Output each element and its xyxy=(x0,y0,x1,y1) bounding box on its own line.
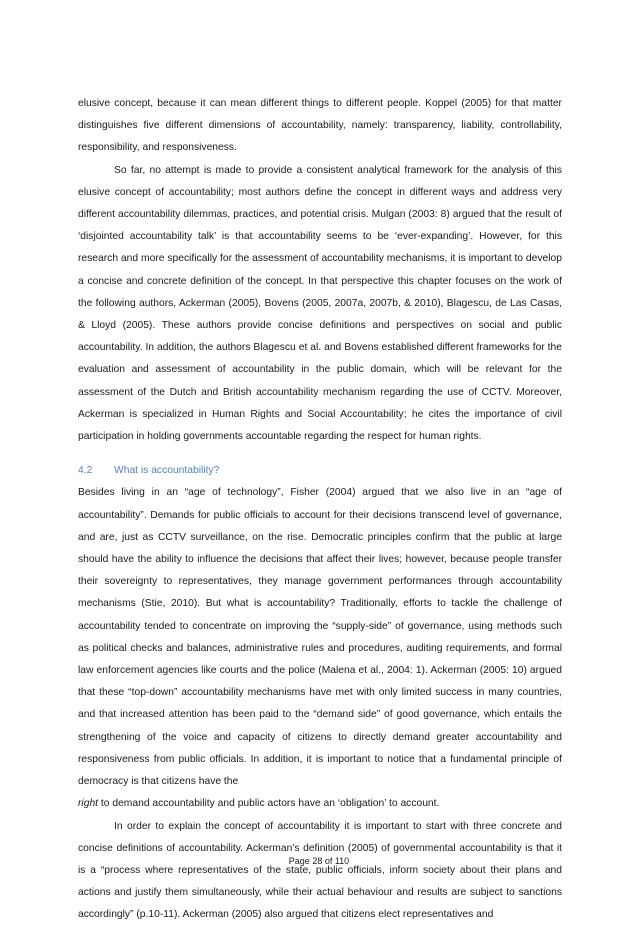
paragraph-continuation: elusive concept, because it can mean different things to different people. Koppel (2005) for that matter distinguishes five different dimensions of accountability, namely: transparency, liability, controllability, responsibility, and responsiveness. xyxy=(78,98,562,154)
paragraph-framework: So far, no attempt is made to provide a consistent analytical framework for the analysis of this elusive concept of accountability; most authors define the concept in different ways and address very different accountability dilemmas, practices, and potential crisis. Mulgan (2003: 8) argued that the result of ‘disjointed accountability talk’ is that accountability seems to be ‘ever-expanding’. However, for this research and more specifically for the assessment of accountability mechanisms, it is important to develop a concise and concrete definition of the concept. In that perspective this chapter focuses on the work of the following authors, Ackerman (2005), Bovens (2005, 2007a, 2007b, & 2010), Blagescu, de Las Casas, & Lloyd (2005). These authors provide concise definitions and perspectives on social and public accountability. In addition, the authors Blagescu et al. and Bovens established different frameworks for the evaluation and assessment of accountability in the public domain, which will be relevant for the assessment of the Dutch and British accountability mechanism regarding the use of CCTV. Moreover, Ackerman is specialized in Human Rights and Social Accountability; he cites the importance of civil participation in holding governments accountable regarding the respect for human rights. xyxy=(78,164,562,443)
paragraph-tail: to demand accountability and public actors have an ‘obligation’ to account. xyxy=(98,798,440,810)
paragraph-definitions: In order to explain the concept of accountability it is important to start with three concrete and concise definitions of accountability. Ackerman’s definition (2005) of governmental accountability is that it is a “process where representatives of the state, public officials, inform society about their plans and actions and justify them simultaneously, while their actual behaviour and results are subject to sanctions accordingly” (p.10-11). Ackerman (2005) also argued that citizens elect representatives and xyxy=(78,820,562,921)
document-body xyxy=(78,93,562,927)
paragraph-age-of-accountability xyxy=(78,482,562,815)
section-heading xyxy=(78,460,562,482)
section-number: 4.2 xyxy=(78,465,93,477)
emphasis-right: right xyxy=(78,798,99,810)
page-number: Page 28 of 110 xyxy=(288,856,350,866)
paragraph-text: Besides living in an “age of technology”, Fisher (2004) argued that we also live in an “age of accountability”. Demands for public officials to account for their decisions transcend level of governance, and are, just as CCTV surveillance, on the rise. Democratic principles confirm that the public at large should have the ability to influence the decisions that affect their lives; however, because people transfer their sovereignty to representatives, they manage government performances through accountability mechanisms (Stie, 2010). But what is accountability? Traditionally, efforts to tackle the challenge of accountability tended to concentrate on improving the “supply-side” of governance, using methods such as political checks and balances, administrative rules and procedures, auditing requirements, and formal law enforcement agencies like courts and the police (Malena et al., 2004: 1). Ackerman (2005: 10) argued that these “top-down” accountability mechanisms have met with only limited success in many countries, and that increased attention has been paid to the “demand side” of good governance, which entails the strengthening of the voice and capacity of citizens to directly demand greater accountability and responsiveness from public officials. In addition, it is important to notice that a fundamental principle of democracy is that citizens have the xyxy=(78,487,562,788)
section-title: What is accountability? xyxy=(114,465,220,477)
